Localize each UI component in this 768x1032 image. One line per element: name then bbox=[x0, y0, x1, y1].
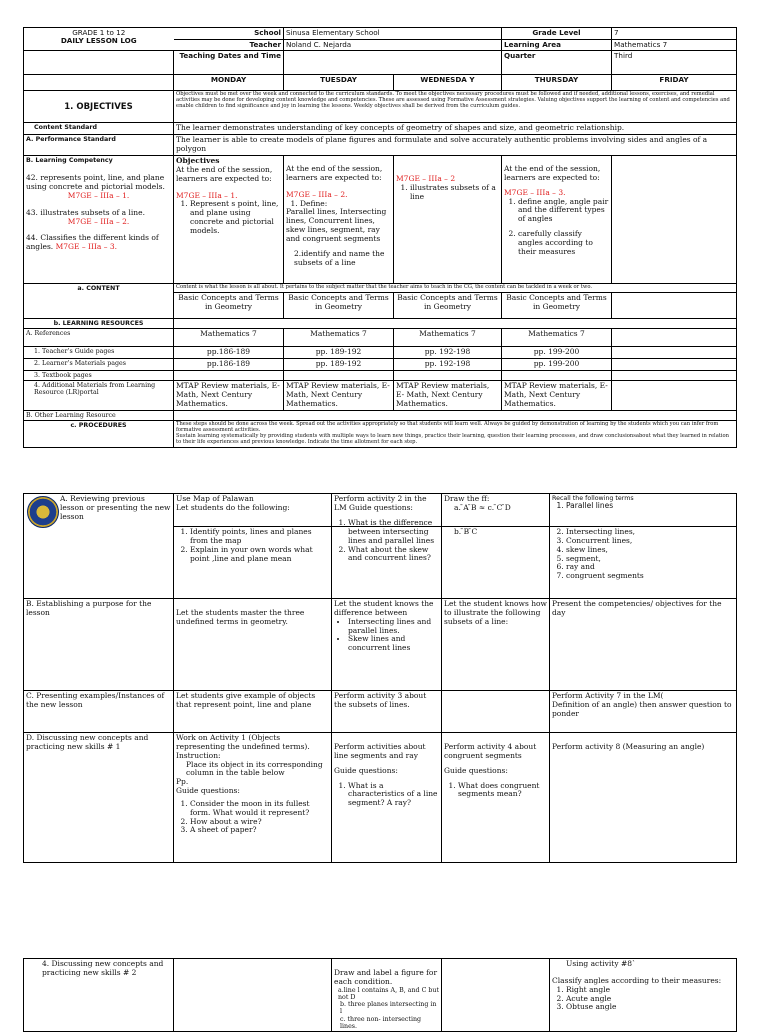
quarter-label: Quarter bbox=[502, 51, 612, 75]
learning-area-value: Mathematics 7 bbox=[612, 40, 737, 51]
wednesday-objectives: M7GE – IIIa – 2 1. illustrates subsets of a line bbox=[394, 156, 502, 284]
competency-42: represents point, line, and plane using concrete and pictorial models. bbox=[26, 173, 165, 192]
textbook-label: 3. Textbook pages bbox=[24, 370, 174, 380]
page-title: DAILY LESSON LOG bbox=[60, 36, 137, 46]
objectives-label: 1. OBJECTIVES bbox=[24, 91, 174, 123]
dates-value bbox=[284, 51, 502, 75]
quarter-value: Third bbox=[612, 51, 737, 75]
log-title-cell bbox=[24, 28, 174, 51]
review-label: A. Reviewing previous lesson or presenting the new lesson bbox=[24, 494, 174, 599]
competency-code-1: M7GE – IIIa – 1. bbox=[67, 190, 130, 200]
objectives-text: Objectives must be met over the week and connected to the curriculum standards. To meet the objectives necessary procedures must be followed and if needed, additional lessons, exercises, and remedial activities may be done for developing content knowledge and competencies. These are assessed using Formative Assessment strategies. Valuing objectives support the learning of content and competencies and enable children to find significance and joy in learning the lessons. Weekly objectives shall be derived from the curriculum guides. bbox=[174, 91, 737, 123]
lesson-log-table-1: GRADE 1 to 12 DAILY LESSON LOG School Sinusa Elementary School Grade Level 7 Teacher Noland C. Nejarda Learning Area Mathematics 7 Teaching Dates and Time Quarter Third MONDAY TUESDAY WEDNESDA Y THURSDAY FRIDAY 1. OBJECTIVES Objectives must be met over the week and connected to the curriculum standards. To meet the objectives necessary procedures must be followed and if needed, additional lessons, exercises, and remedial activities may be done for developing content knowledge and competencies. These are assessed using Formative Assessment strategies. Valuing objectives support the learning of content and competencies and enable children to find significance and joy in learning the lessons. Weekly objectives shall be derived from the curriculum guides. Content Standard The learner demonstrates understanding of key concepts of geometry of shapes and size, and geometric relationship. A. Performance Standard The learner is able to create models of plane figures and formulate and solve accurately authentic problems involving sides and angles of a polygon B. Learning Competency 42. represents point, line, and plane using concrete and pictorial models. M7GE – IIIa – 1. 43. illustrates subsets of a line. M7GE – IIIa – 2. 44. Classifies the different kinds of angles. M7GE – IIIa – 3. Objectives At the end of the session, learners are expected to: M7GE – IIIa – 1. 1. Represent s point, line, and plane using concrete and pictorial models. At the end of the session, learners are expected to: M7GE – IIIa – 2. 1. Define: Parallel lines, Intersecting lines, Concurrent lines, skew lines, segment, ray and congruent segments 2.identify and name the subsets of a line M7GE – IIIa – 2 1. illustrates subsets of a line At the end of the session, learners are expected to: M7GE – IIIa – 3. 1. define angle, angle pair and the different types of angles 2. carefully classify angles according to their measures a. CONTENT Content is what the lesson is all about. It pertains to the subject matter that the teacher aims to teach in the CG, the content can be tackled in a week or two. Basic Concepts and Terms in Geometry Basic Concepts and Terms in Geometry Basic Concepts and Terms in Geometry Basic Concepts and Terms in Geometry b. LEARNING RESOURCES A. References Mathematics 7 Mathematics 7 Mathematics 7 Mathematics 7 1. Teacher’s Guide pages pp.186-189 pp. 189-192 pp. 192-198 pp. 199-200 2. Learner’s Materials pages pp.186-189 pp. 189-192 pp. 192-198 pp. 199-200 3. Textbook pages 4. Additional Materials from Learning Resource (LR)portal MTAP Review materials, E- Math, Next Century Mathematics. MTAP Review materials, E- Math, Next Century Mathematics. MTAP Review materials, E- Math, Next Century Mathematics. MTAP Review materials, E- Math, Next Century Mathematics. B. Other Learning Resource c. PROCEDURES These steps should be done across the week. Spread out the activities appropriately so that students will learn well. Always be guided by demonstration of learning by the students which you can infer from formative assessment activities. Sustain learning systematically by providing students with multiple ways to learn new things, practice their learning, question their learning processes, and draw conclusionsabout what they learned in relation to their life experiences and previous knowledge. Indicate the time allotment for each step. bbox=[23, 27, 737, 448]
procedures-label: c. PROCEDURES bbox=[24, 420, 174, 447]
review-monday-intro: Use Map of Palawan Let students do the following: bbox=[174, 494, 332, 527]
learning-competency-cell: B. Learning Competency 42. represents point, line, and plane using concrete and pictorial models. M7GE – IIIa – 1. 43. illustrates subsets of a line. M7GE – IIIa – 2. 44. Classifies the different kinds of angles. M7GE – IIIa – 3. bbox=[24, 156, 174, 284]
content-label: a. CONTENT bbox=[24, 284, 174, 319]
competency-43: illustrates subsets of a line. bbox=[40, 207, 145, 217]
grade-value: 7 bbox=[612, 28, 737, 40]
tuesday-objectives: At the end of the session, learners are expected to: M7GE – IIIa – 2. 1. Define: Parallel lines, Intersecting lines, Concurrent lines, skew lines, segment, ray and congruent segments 2.identify and name the subsets of a line bbox=[284, 156, 394, 284]
day-friday: FRIDAY bbox=[612, 75, 737, 91]
learning-area-label: Learning Area bbox=[502, 40, 612, 51]
references-label: A. References bbox=[24, 329, 174, 347]
learning-competency-label: B. Learning Competency bbox=[26, 157, 113, 165]
lm-label: 2. Learner’s Materials pages bbox=[24, 359, 174, 371]
discussing-1-label: D. Discussing new concepts and practicing new skills # 1 bbox=[24, 733, 174, 863]
discussing-2-label: 4. Discussing new concepts and practicing new skills # 2 bbox=[24, 959, 174, 1032]
grade-label: Grade Level bbox=[502, 28, 612, 40]
performance-standard-label: A. Performance Standard bbox=[24, 135, 174, 156]
teacher-label: Teacher bbox=[174, 40, 284, 51]
content-standard-label: Content Standard bbox=[24, 123, 174, 135]
competency-44: Classifies the different kinds of angles. bbox=[26, 233, 159, 252]
thursday-objectives: At the end of the session, learners are expected to: M7GE – IIIa – 3. 1. define angle, angle pair and the different types of angles 2. carefully classify angles according to their measures bbox=[502, 156, 612, 284]
competency-code-2: M7GE – IIIa – 2. bbox=[67, 216, 130, 226]
procedures-note: These steps should be done across the week. Spread out the activities appropriately so that students will learn well. Always be guided by demonstration of learning by the students which you can infer from formative assessment activities. Sustain learning systematically by providing students with multiple ways to learn new things, practice their learning, question their learning processes, and draw conclusionsabout what they learned in relation to their life experiences and previous knowledge. Indicate the time allotment for each step. bbox=[174, 420, 737, 447]
day-tuesday: TUESDAY bbox=[284, 75, 394, 91]
day-monday: MONDAY bbox=[174, 75, 284, 91]
resources-label: b. LEARNING RESOURCES bbox=[24, 318, 174, 328]
teacher-value: Noland C. Nejarda bbox=[284, 40, 502, 51]
grade-range: GRADE 1 to 12 bbox=[72, 28, 126, 37]
dates-label: Teaching Dates and Time bbox=[174, 51, 284, 75]
objectives-heading: Objectives bbox=[176, 156, 220, 166]
lesson-log-table-3: 4. Discussing new concepts and practicing new skills # 2 Draw and label a figure for each condition. a.line l contains A, B, and C but not D b. three planes intersecting in l c. three non- intersecting lines. Using activity #8` Classify angles according to their measures: 1. Right angle 2. Acute angle 3. Obtuse angle bbox=[23, 958, 737, 1032]
day-wednesday: WEDNESDA Y bbox=[394, 75, 502, 91]
monday-objectives: Objectives At the end of the session, learners are expected to: M7GE – IIIa – 1. 1. Represent s point, line, and plane using concrete and pictorial models. bbox=[174, 156, 284, 284]
day-thursday: THURSDAY bbox=[502, 75, 612, 91]
content-standard-text: The learner demonstrates understanding of key concepts of geometry of shapes and size, and geometric relationship. bbox=[174, 123, 737, 135]
lesson-log-table-2: A. Reviewing previous lesson or presenting the new lesson Use Map of Palawan Let students do the following: Perform activity 2 in the LM Guide questions: Draw the ff: a. ̄A ̄B ≈ c. ̄C ̄D Recall the following terms 1. Parallel lines 1. Identify points, lines and planes from the map 2. Explain in your own words what point ,line and plane mean 1. What is the difference between intersecting lines and parallel lines 2. What about the skew and concurrent lines? b. ̄B ̄C 2. Intersecting lines, 3. Concurrent lines, 4. skew lines, 5. segment, 6. ray and 7. congruent segments B. Establishing a purpose for the lesson Let the students master the three undefined terms in geometry. Let the student knows the difference between • Intersecting lines and parallel lines. • Skew lines and concurrent lines Let the student knows how to illustrate the following subsets of a line: Present the competencies/ objectives for the day C. Presenting examples/Instances of the new lesson Let students give example of objects that represent point, line and plane Perform activity 3 about the subsets of lines. Perform Activity 7 in the LM( Definition of an angle) then answer question to ponder D. Discussing new concepts and practicing new skills # 1 Work on Activity 1 (Objects representing the undefined terms). Instruction: Place its object in its corresponding column in the table below Pp. Guide questions: 1. Consider the moon in its fullest form. What would it represent? 2. How about a wire? 3. A sheet of paper? Perform activities about line segments and ray Guide questions: 1. What is a characteristics of a line segment? A ray? Perform activity 4 about congruent segments Guide questions: 1. What does congruent segments mean? Perform activity 8 (Measuring an angle) bbox=[23, 493, 737, 863]
purpose-label: B. Establishing a purpose for the lesson bbox=[24, 599, 174, 691]
competency-code-3: M7GE – IIIa – 3. bbox=[55, 242, 118, 252]
school-value: Sinusa Elementary School bbox=[284, 28, 502, 40]
tg-label: 1. Teacher’s Guide pages bbox=[24, 347, 174, 359]
content-note: Content is what the lesson is all about. It pertains to the subject matter that the teacher aims to teach in the CG, the content can be tackled in a week or two. bbox=[174, 284, 737, 293]
performance-standard-text: The learner is able to create models of plane figures and formulate and solve accurately authentic problems involving sides and angles of a polygon bbox=[174, 135, 737, 156]
additional-materials-label: 4. Additional Materials from Learning Resource (LR)portal bbox=[24, 381, 174, 411]
deped-seal-icon bbox=[27, 496, 59, 528]
other-resource-label: B. Other Learning Resource bbox=[24, 410, 174, 420]
examples-label: C. Presenting examples/Instances of the new lesson bbox=[24, 691, 174, 733]
friday-objectives bbox=[612, 156, 737, 284]
school-label: School bbox=[174, 28, 284, 40]
